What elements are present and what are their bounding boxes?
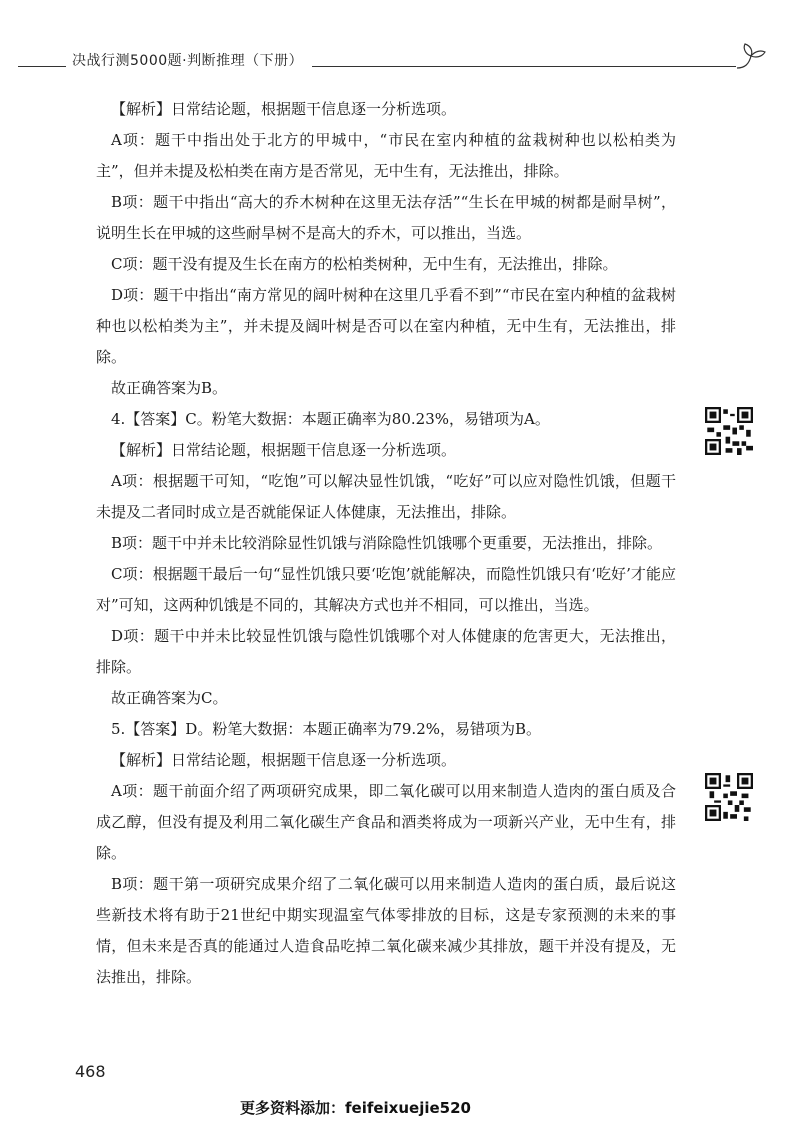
paragraph: A项：题干中指出处于北方的甲城中，“市民在室内种植的盆栽树种也以松柏类为主”，但并未提及松柏类在南方是否常见，无中生有，无法推出，排除。 (96, 131, 676, 180)
paragraph: A项：根据题干可知，“吃饱”可以解决显性饥饿，“吃好”可以应对隐性饥饿，但题干未提及二者同时成立是否就能保证人体健康，无法推出，排除。 (96, 472, 676, 521)
answer-heading: 4.【答案】C。粉笔大数据：本题正确率为80.23%，易错项为A。 (111, 410, 550, 428)
paragraph: 【解析】日常结论题，根据题干信息逐一分析选项。 (111, 751, 457, 769)
book-title: 决战行测5000题·判断推理（下册） (72, 53, 304, 69)
page-number: 468 (75, 1062, 106, 1081)
paragraph: C项：根据题干最后一句“显性饥饿只要‘吃饱’就能解决，而隐性饥饿只有‘吃好’才能应对”可知，这两种饥饿是不同的，其解决方式也并不相同，可以推出，当选。 (96, 565, 676, 614)
page-body (96, 94, 676, 993)
paragraph: B项：题干中并未比较消除显性饥饿与消除隐性饥饿哪个更重要，无法推出，排除。 (111, 534, 663, 552)
paragraph: A项：题干前面介绍了两项研究成果，即二氧化碳可以用来制造人造肉的蛋白质及合成乙醇，但没有提及利用二氧化碳生产食品和酒类将成为一项新兴产业，无中生有，排除。 (96, 782, 676, 862)
paragraph: B项：题干第一项研究成果介绍了二氧化碳可以用来制造人造肉的蛋白质，最后说这些新技术将有助于21世纪中期实现温室气体零排放的目标，这是专家预测的未来的事情，但未来是否真的能通过人造食品吃掉二氧化碳来减少其排放，题干并没有提及，无法推出，排除。 (96, 875, 676, 986)
running-header (0, 40, 800, 80)
paragraph: D项：题干中指出“南方常见的阔叶树种在这里几乎看不到”“市民在室内种植的盆栽树种也以松柏类为主”，并未提及阔叶树是否可以在室内种植，无中生有，无法推出，排除。 (96, 286, 676, 366)
qr-code-icon[interactable] (705, 773, 753, 821)
paragraph: 故正确答案为B。 (111, 379, 228, 397)
paragraph: 【解析】日常结论题，根据题干信息逐一分析选项。 (111, 441, 457, 459)
header-rule-left (18, 66, 66, 67)
paragraph: C项：题干没有提及生长在南方的松柏类树种，无中生有，无法推出，排除。 (111, 255, 618, 273)
answer-heading: 5.【答案】D。粉笔大数据：本题正确率为79.2%，易错项为B。 (111, 720, 542, 738)
paragraph: 【解析】日常结论题，根据题干信息逐一分析选项。 (111, 100, 457, 118)
paragraph: D项：题干中并未比较显性饥饿与隐性饥饿哪个对人体健康的危害更大，无法推出，排除。 (96, 627, 676, 676)
header-rule-right (312, 66, 736, 67)
qr-code-icon[interactable] (705, 407, 753, 455)
paragraph: 故正确答案为C。 (111, 689, 228, 707)
leaf-sprout-icon (735, 42, 767, 70)
paragraph: B项：题干中指出“高大的乔木树种在这里无法存活”“生长在甲城的树都是耐旱树”，说明生长在甲城的这些耐旱树不是高大的乔木，可以推出，当选。 (96, 193, 676, 242)
watermark-text: 更多资料添加：feifeixuejie520 (240, 1099, 471, 1117)
